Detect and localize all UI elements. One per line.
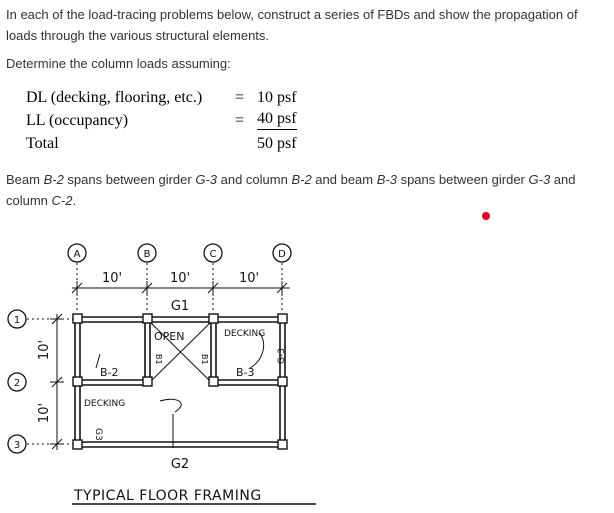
grid-label-a: A	[73, 249, 81, 260]
label-g3-left: G3	[93, 428, 103, 441]
dim-top-cd: 10'	[238, 271, 260, 286]
grid-label-d: D	[278, 249, 286, 260]
label-g2: G2	[170, 457, 190, 472]
label-decking-bottom: DECKING	[84, 399, 126, 409]
dead-load-value: 10 psf	[257, 89, 297, 106]
live-load-label: LL (occupancy)	[26, 112, 129, 129]
desc-part: Beam	[6, 172, 44, 187]
dim-left-12: 10'	[37, 339, 52, 361]
desc-part: and beam	[311, 172, 377, 187]
live-load-equals: =	[235, 112, 245, 129]
floor-framing-sketch	[0, 236, 614, 513]
desc-beam-b3: B-3	[376, 172, 397, 187]
dead-load-equals: =	[235, 89, 245, 106]
label-b3: B-3	[236, 366, 255, 379]
label-b1-right: B1	[200, 354, 209, 365]
grid-label-b: B	[143, 249, 151, 260]
label-open: OPEN	[154, 330, 185, 343]
dim-left-23: 10'	[37, 402, 52, 424]
grid-label-3: 3	[13, 440, 21, 451]
desc-girder-g3: G-3	[195, 172, 218, 187]
label-g3-right: G-3	[277, 348, 287, 364]
dim-top-ab: 10'	[101, 271, 123, 286]
desc-column-c2: C-2	[51, 193, 73, 208]
determine-text: Determine the column loads assuming:	[6, 56, 231, 71]
label-g1: G1	[170, 299, 190, 314]
red-marker-dot	[482, 212, 490, 220]
total-load-label: Total	[26, 135, 59, 152]
description-text	[6, 169, 610, 211]
label-b1-left: B1	[154, 354, 163, 365]
grid-label-2: 2	[13, 378, 21, 389]
desc-part: and column	[217, 172, 292, 187]
label-decking-top: DECKING	[224, 329, 266, 339]
desc-part: spans between girder	[396, 172, 529, 187]
label-b2: B-2	[100, 366, 119, 379]
intro-text: In each of the load-tracing problems below, construct a series of FBDs and show the propagation of loads through the various structural elements.	[6, 7, 578, 43]
desc-girder-g3-2: G-3	[528, 172, 551, 187]
total-load-value: 50 psf	[257, 135, 297, 152]
desc-beam-b2: B-2	[43, 172, 64, 187]
desc-part: and column	[6, 172, 576, 208]
dead-load-label: DL (decking, flooring, etc.)	[26, 89, 203, 106]
grid-label-c: C	[209, 249, 217, 260]
desc-column-b2: B-2	[291, 172, 312, 187]
desc-part: spans between girder	[63, 172, 196, 187]
sketch-title: TYPICAL FLOOR FRAMING	[74, 488, 262, 504]
desc-part: .	[72, 193, 77, 208]
grid-label-1: 1	[13, 315, 21, 326]
dim-top-bc: 10'	[169, 271, 191, 286]
live-load-value: 40 psf	[257, 109, 297, 130]
